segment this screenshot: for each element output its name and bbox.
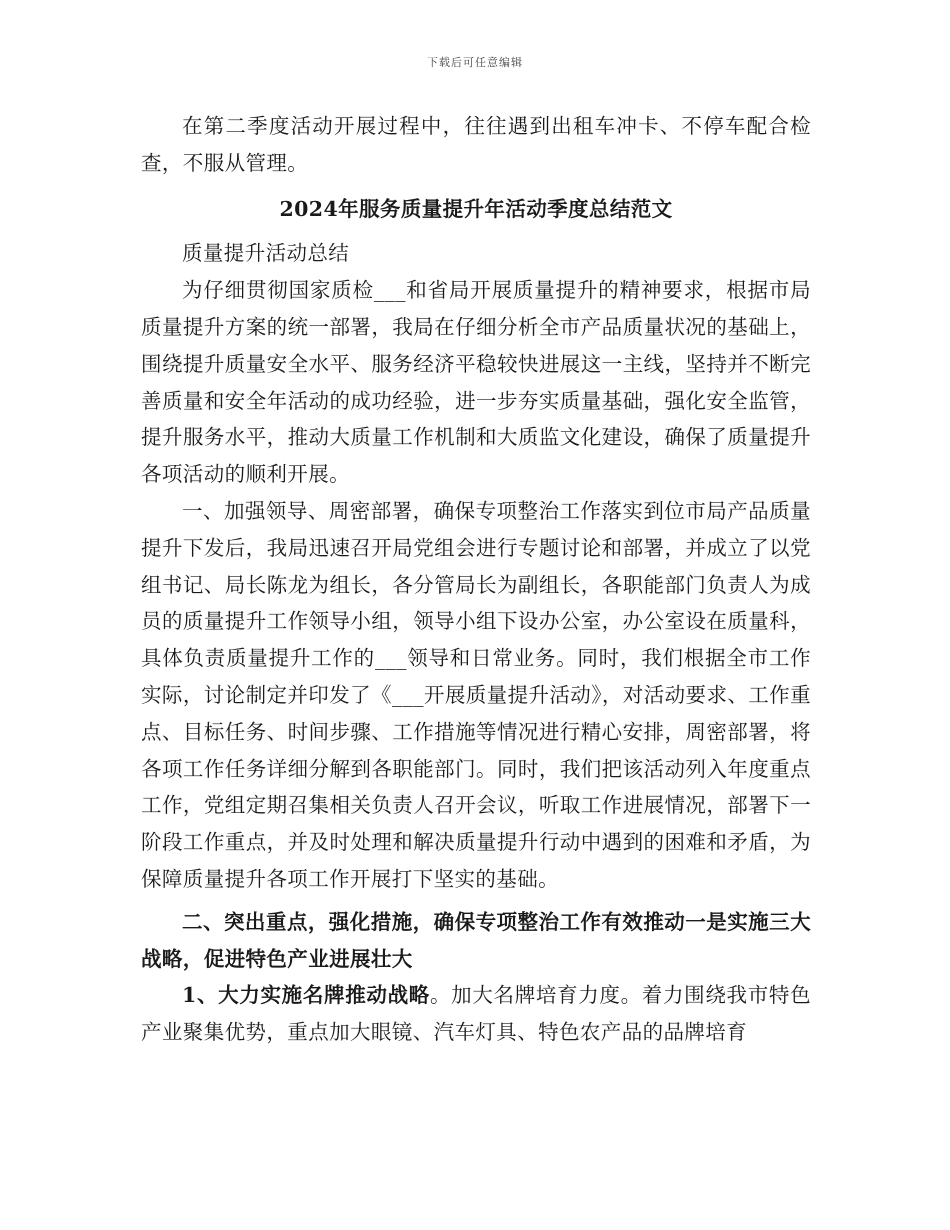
- paragraph-section-one: 一、加强领导、周密部署，确保专项整治工作落实到位市局产品质量提升下发后，我局迅速召开局党组会进行专题讨论和部署，并成立了以党组书记、局长陈龙为组长，各分管局长为副组长，各职能部门负责人为成员的质量提升工作领导小组，领导小组下设办公室，办公室设在质量科，具体负责质量提升工作的___领导和日常业务。同时，我们根据全市工作实际，讨论制定并印发了《___开展质量提升活动》，对活动要求、工作重点、目标任务、时间步骤、工作措施等情况进行精心安排，周密部署，将各项工作任务详细分解到各职能部门。同时，我们把该活动列入年度重点工作，党组定期召集相关负责人召开会议，听取工作进展情况，部署下一阶段工作重点，并及时处理和解决质量提升行动中遇到的困难和矛盾，为保障质量提升各项工作开展打下坚实的基础。: [141, 498, 811, 891]
- brand-strategy-text: 。加大名牌培育力度。着力围绕我市特色产业聚集优势，重点加大眼镜、汽车灯具、特色农产品的品牌培育: [141, 983, 811, 1045]
- paragraph-intro: 在第二季度活动开展过程中，往往遇到出租车冲卡、不停车配合检查，不服从管理。: [141, 114, 811, 175]
- subtitle-paragraph: 质量提升活动总结: [182, 241, 350, 266]
- document-title: 2024年服务质量提升年活动季度总结范文: [279, 196, 673, 221]
- paragraph-brand-strategy: [141, 977, 811, 1051]
- section-two-heading: 二、突出重点，强化措施，确保专项整治工作有效推动一是实施三大战略，促进特色产业进展壮大: [141, 909, 811, 971]
- document-body: [141, 108, 811, 1051]
- paragraph-purpose: 为仔细贯彻国家质检___和省局开展质量提升的精神要求，根据市局质量提升方案的统一部署，我局在仔细分析全市产品质量状况的基础上，围绕提升质量安全水平、服务经济平稳较快进展这一主线，坚持并不断完善质量和安全年活动的成功经验，进一步夯实质量基础，强化安全监管，提升服务水平，推动大质量工作机制和大质监文化建设，确保了质量提升各项活动的顺利开展。: [141, 278, 811, 487]
- page-header: 下载后可任意编辑: [427, 56, 523, 69]
- brand-strategy-heading: 1、大力实施名牌推动战略: [182, 983, 430, 1008]
